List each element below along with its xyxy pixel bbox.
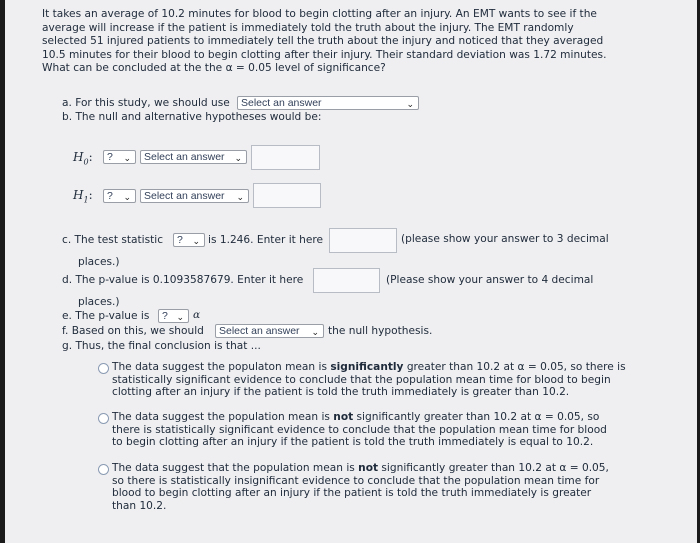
chevron-down-icon: ⌄ — [406, 99, 414, 109]
option-text: to begin clotting after an injury if the patient is told the truth immediately is equal to 10.2. — [112, 436, 594, 449]
option-text: clotting after an injury if the patient is told the truth immediately is greater than 10.2. — [112, 386, 570, 399]
test-type-select[interactable] — [237, 96, 419, 110]
select-value: ? — [107, 190, 113, 202]
part-c-label: c. The test statistic — [62, 234, 164, 246]
p-value-input[interactable] — [313, 268, 380, 293]
conclusion-radio-3[interactable] — [98, 464, 109, 475]
conclusion-radio-2[interactable] — [98, 413, 109, 424]
h0-symbol: H — [73, 150, 84, 164]
problem-line: It takes an average of 10.2 minutes for blood to begin clotting after an injury. An EMT wants to see if the — [42, 8, 597, 20]
option-text: statistically significant evidence to conclude that the population mean time for blood to begin — [112, 373, 611, 386]
option-text: greater than 10.2 at α = 0.05, so there is — [403, 361, 626, 373]
h1-symbol: H — [73, 188, 84, 202]
select-value: Select an answer — [144, 190, 225, 202]
part-g-label: g. Thus, the final conclusion is that ... — [62, 340, 261, 352]
option-emphasis: significantly — [330, 361, 404, 373]
option-text: The data suggest the populaton mean is — [112, 361, 331, 373]
h1-parameter-select[interactable] — [103, 189, 136, 203]
p-value-comparison-select[interactable] — [158, 309, 189, 323]
select-value: ? — [162, 310, 168, 322]
option-text: so there is statistically insignificant evidence to conclude that the population mean time for — [112, 474, 600, 487]
part-f-label: f. Based on this, we should — [62, 325, 204, 337]
chevron-down-icon: ⌄ — [192, 236, 200, 246]
h1-value-input[interactable] — [253, 183, 321, 208]
h0-label — [73, 151, 93, 169]
part-d-label: d. The p-value is 0.1093587679. Enter it here — [62, 274, 304, 286]
part-c-continuation: places.) — [78, 256, 120, 268]
option-text: significantly greater than 10.2 at α = 0.05, — [378, 462, 609, 474]
chevron-down-icon: ⌄ — [236, 192, 244, 202]
option-text: there is statistically significant evidence to conclude that the population mean time for blood — [112, 423, 607, 436]
chevron-down-icon: ⌄ — [234, 153, 242, 163]
select-value: Select an answer — [144, 151, 225, 163]
option-emphasis: not — [333, 411, 354, 423]
problem-line: average will increase if the patient is immediately told the truth about the injury. The EMT randomly — [42, 21, 574, 34]
h1-label — [73, 189, 93, 207]
chevron-down-icon: ⌄ — [176, 312, 184, 322]
conclusion-radio-1[interactable] — [98, 363, 109, 374]
h1-colon: : — [88, 188, 93, 202]
chevron-down-icon: ⌄ — [123, 192, 131, 202]
question-page — [5, 0, 697, 543]
conclusion-option-2[interactable] — [112, 411, 607, 449]
part-c-middle: is 1.246. Enter it here — [208, 234, 324, 246]
part-e-label: e. The p-value is — [62, 310, 150, 322]
part-d-continuation: places.) — [78, 296, 120, 308]
option-text: blood to begin clotting after an injury if the patient is told the truth immediately is greater — [112, 487, 592, 500]
test-statistic-symbol-select[interactable] — [173, 233, 205, 247]
option-text: significantly greater than 10.2 at α = 0.05, so — [353, 411, 600, 423]
h1-subscript: 1 — [83, 195, 89, 205]
h0-parameter-select[interactable] — [103, 150, 136, 164]
select-value: ? — [177, 234, 183, 246]
option-text: The data suggest that the population mean is — [112, 462, 359, 474]
part-f-after: the null hypothesis. — [328, 325, 433, 337]
problem-line: What can be concluded at the the α = 0.05 level of significance? — [42, 62, 386, 74]
part-d-note: (Please show your answer to 4 decimal — [386, 274, 594, 286]
h0-value-input[interactable] — [251, 145, 320, 170]
decision-select[interactable] — [215, 324, 324, 338]
select-value: ? — [107, 151, 113, 163]
h0-subscript: 0 — [83, 157, 89, 167]
problem-line: selected 51 injured patients to immediately tell the truth about the injury and noticed that they averaged — [42, 35, 604, 47]
alpha-symbol: α — [193, 309, 201, 321]
h0-operator-select[interactable] — [140, 150, 247, 164]
h0-colon: : — [88, 150, 93, 164]
chevron-down-icon: ⌄ — [123, 153, 131, 163]
option-emphasis: not — [358, 462, 379, 474]
conclusion-option-3[interactable] — [112, 462, 609, 512]
problem-statement — [42, 8, 606, 76]
conclusion-option-1[interactable] — [112, 361, 626, 399]
part-b-label: b. The null and alternative hypotheses would be: — [62, 111, 322, 123]
problem-line: 10.5 minutes for their blood to begin clotting after their injury. Their standard deviation was 1.72 minutes. — [42, 48, 607, 61]
chevron-down-icon: ⌄ — [311, 327, 319, 337]
part-a-label: a. For this study, we should use — [62, 97, 230, 109]
h1-operator-select[interactable] — [140, 189, 249, 203]
option-text: than 10.2. — [112, 499, 167, 512]
part-c-note: (please show your answer to 3 decimal — [401, 233, 609, 245]
test-statistic-input[interactable] — [329, 228, 397, 253]
select-value: Select an answer — [219, 325, 300, 337]
option-text: The data suggest the population mean is — [112, 411, 334, 423]
select-value: Select an answer — [241, 97, 322, 109]
